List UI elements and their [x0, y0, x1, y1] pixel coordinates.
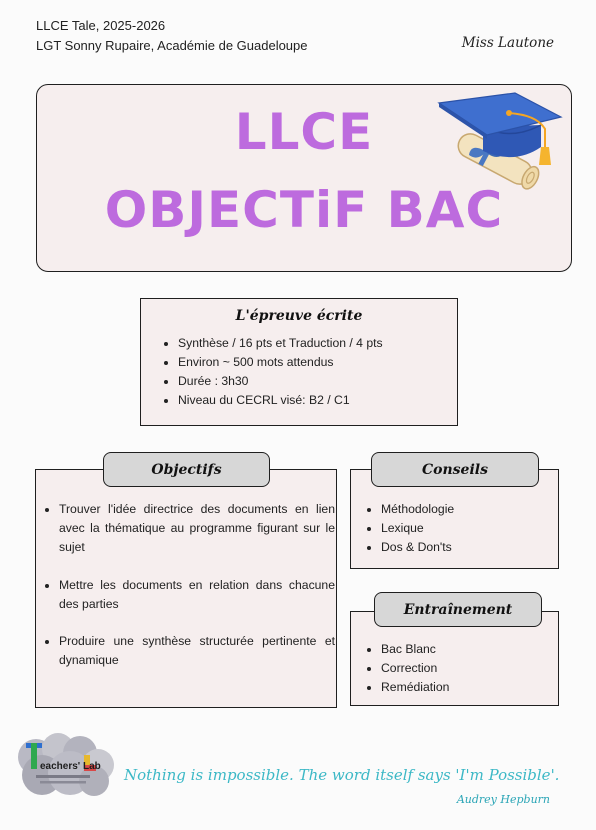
list-item: Niveau du CECRL visé: B2 / C1: [162, 391, 383, 410]
teachers-lab-logo: [14, 733, 116, 803]
entrainement-heading: Entraînement: [403, 601, 513, 618]
conseils-heading-pill: [371, 452, 539, 487]
list-item: Durée : 3h30: [162, 372, 383, 391]
graduation-cap-icon: [425, 89, 563, 201]
epreuve-list: [162, 334, 383, 410]
epreuve-heading: L'épreuve écrite: [235, 308, 363, 324]
objectifs-list: [43, 500, 335, 688]
list-item: Dos & Don'ts: [365, 538, 454, 557]
list-item: Synthèse / 16 pts et Traduction / 4 pts: [162, 334, 383, 353]
header-line-1: LLCE Tale, 2025-2026: [36, 18, 166, 33]
objectifs-heading: Objectifs: [151, 461, 222, 478]
quote-text: Nothing is impossible. The word itself says 'I'm Possible'.: [124, 766, 560, 784]
list-item: Trouver l'idée directrice des documents en lien avec la thématique au programme figurant sur le sujet: [43, 500, 335, 557]
list-item: Correction: [365, 659, 449, 678]
objectifs-box: [35, 469, 337, 708]
entrainement-heading-pill: [374, 592, 542, 627]
entrainement-list: [365, 640, 449, 697]
conseils-heading: Conseils: [422, 461, 488, 478]
list-item: Remédiation: [365, 678, 449, 697]
title-card: [36, 84, 572, 272]
quote-author: Audrey Hepburn: [456, 793, 550, 806]
title-line-1: LLCE: [234, 103, 374, 161]
list-item: Méthodologie: [365, 500, 454, 519]
epreuve-ecrite-box: [140, 298, 458, 426]
author-name: Miss Lautone: [461, 35, 554, 51]
logo-text: eachers' Lab: [40, 761, 101, 772]
title-line-2: OBJECTiF BAC: [104, 181, 504, 239]
list-item: Produire une synthèse structurée pertinente et dynamique: [43, 632, 335, 670]
list-item: Bac Blanc: [365, 640, 449, 659]
list-item: Lexique: [365, 519, 454, 538]
objectifs-heading-pill: [103, 452, 270, 487]
conseils-list: [365, 500, 454, 557]
list-item: Mettre les documents en relation dans chacune des parties: [43, 576, 335, 614]
list-item: Environ ~ 500 mots attendus: [162, 353, 383, 372]
header-line-2: LGT Sonny Rupaire, Académie de Guadeloupe: [36, 38, 308, 53]
